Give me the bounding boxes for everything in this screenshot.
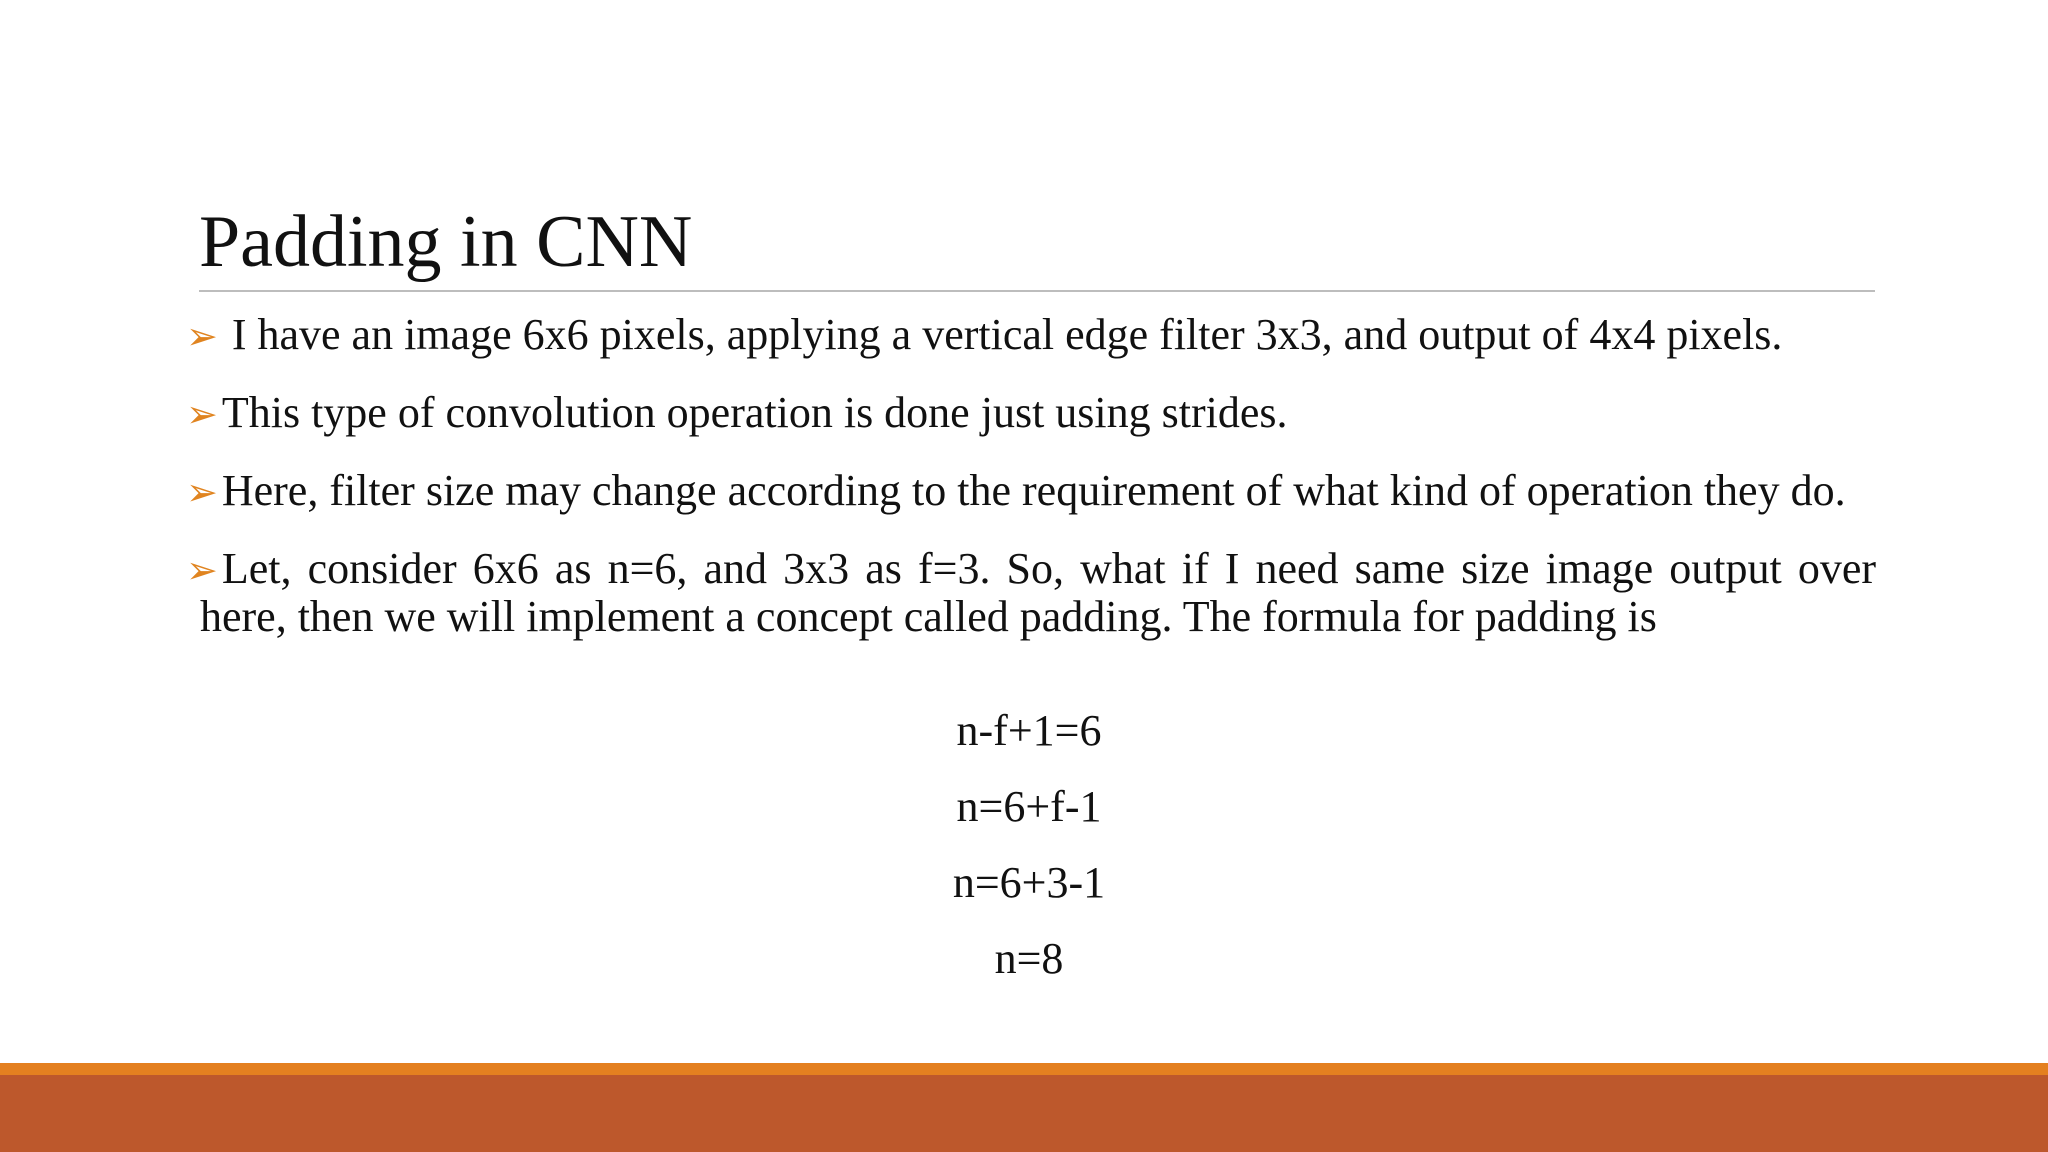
arrow-bullet-icon: ➢ bbox=[186, 394, 218, 436]
bullet-text: I have an image 6x6 pixels, applying a vertical edge filter 3x3, and output of 4x4 pixels. bbox=[231, 310, 1783, 359]
formula-line: n=6+3-1 bbox=[952, 858, 1106, 907]
bullet-text: Let, consider 6x6 as n=6, and 3x3 as f=3. So, what if I need same size image output over here, then we will implement a concept called padding. The formula for padding is bbox=[200, 544, 1876, 641]
formula-line: n=8 bbox=[994, 934, 1064, 983]
arrow-bullet-icon: ➢ bbox=[186, 550, 218, 592]
arrow-bullet-icon: ➢ bbox=[186, 472, 218, 514]
bullet-text: Here, filter size may change according to the requirement of what kind of operation they do. bbox=[221, 466, 1846, 515]
bullet-item bbox=[186, 546, 1876, 640]
arrow-bullet-icon: ➢ bbox=[186, 316, 218, 358]
slide-title: Padding in CNN bbox=[199, 201, 693, 283]
title-divider bbox=[199, 290, 1875, 292]
bullet-item bbox=[186, 390, 1876, 438]
footer-accent-bar bbox=[0, 1063, 2048, 1075]
bullet-item bbox=[186, 468, 1876, 516]
bullet-item bbox=[186, 312, 1876, 360]
formula-line: n=6+f-1 bbox=[956, 782, 1102, 831]
formula-line: n-f+1=6 bbox=[956, 706, 1102, 755]
formula-block bbox=[0, 708, 2048, 1012]
footer-bar bbox=[0, 1075, 2048, 1152]
bullet-list bbox=[186, 312, 1876, 670]
bullet-text: This type of convolution operation is done just using strides. bbox=[221, 388, 1288, 437]
